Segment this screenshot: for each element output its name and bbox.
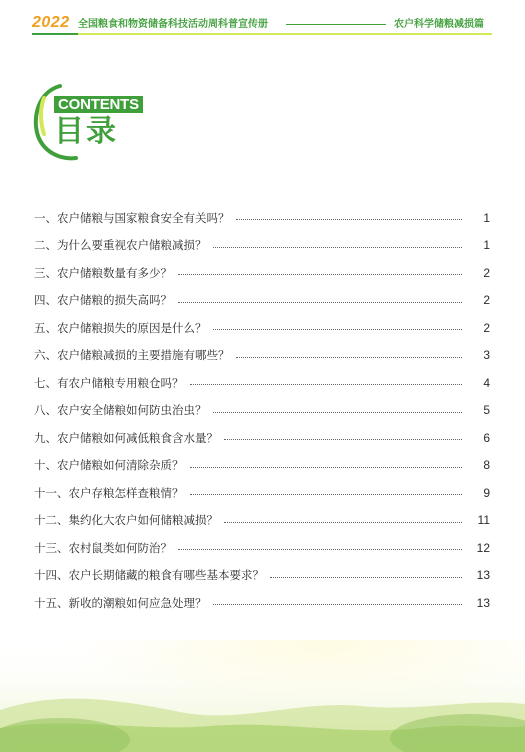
toc-leader	[213, 329, 463, 330]
toc-item-text: 九、农户储粮如何减低粮食含水量？	[34, 430, 218, 445]
toc-leader	[213, 604, 463, 605]
page-header	[0, 0, 525, 40]
table-of-contents	[34, 204, 490, 617]
toc-item[interactable]	[34, 507, 490, 535]
toc-item-text: 三、农户储粮数量有多少？	[34, 265, 172, 280]
toc-item-page: 13	[476, 595, 490, 610]
toc-item-page: 13	[476, 568, 490, 583]
toc-item[interactable]	[34, 452, 490, 480]
toc-item-text: 一、农户储粮与国家粮食安全有关吗？	[34, 210, 230, 225]
toc-item-text: 十四、农户长期储藏的粮食有哪些基本要求？	[34, 568, 264, 583]
contents-cn-label: 目录	[54, 114, 118, 149]
toc-item-text: 十二、集约化大农户如何储粮减损？	[34, 513, 218, 528]
toc-leader	[190, 467, 463, 468]
toc-item-text: 十、农户储粮如何清除杂质？	[34, 458, 184, 473]
contents-heading	[30, 78, 170, 168]
toc-item[interactable]	[34, 287, 490, 315]
toc-item[interactable]	[34, 479, 490, 507]
toc-item-page: 1	[483, 238, 490, 253]
toc-item-page: 2	[483, 265, 490, 280]
toc-item[interactable]	[34, 342, 490, 370]
toc-item-page: 8	[483, 458, 490, 473]
toc-item-text: 十三、农村鼠类如何防治？	[34, 540, 172, 555]
toc-leader	[190, 384, 463, 385]
toc-item-text: 十五、新收的潮粮如何应急处理？	[34, 595, 207, 610]
header-underline	[32, 33, 492, 35]
toc-leader	[224, 522, 462, 523]
toc-item-page: 11	[477, 513, 490, 528]
header-tag: 农户科学储粮减损篇	[394, 19, 484, 30]
toc-item-text: 五、农户储粮损失的原因是什么？	[34, 320, 207, 335]
toc-item-page: 3	[483, 348, 490, 363]
toc-item-text: 十一、农户存粮怎样查粮情？	[34, 485, 184, 500]
toc-item[interactable]	[34, 314, 490, 342]
header-title: 全国粮食和物资储备科技活动周科普宣传册	[78, 19, 268, 30]
meadow-background-art	[0, 640, 525, 752]
toc-item[interactable]	[34, 369, 490, 397]
toc-leader	[270, 577, 462, 578]
toc-item-page: 12	[476, 540, 490, 555]
toc-item-text: 二、为什么要重视农户储粮减损？	[34, 238, 207, 253]
toc-item-text: 七、有农户储粮专用粮仓吗？	[34, 375, 184, 390]
header-rule	[286, 24, 386, 25]
contents-en-label: CONTENTS	[54, 96, 143, 113]
toc-item-page: 2	[483, 293, 490, 308]
toc-item-text: 六、农户储粮减损的主要措施有哪些？	[34, 348, 230, 363]
toc-leader	[190, 494, 463, 495]
toc-item[interactable]	[34, 424, 490, 452]
toc-item-page: 2	[483, 320, 490, 335]
header-underline-accent	[32, 33, 78, 35]
toc-item-page: 4	[483, 375, 490, 390]
toc-item[interactable]	[34, 232, 490, 260]
toc-item[interactable]	[34, 589, 490, 617]
header-year: 2022	[32, 14, 70, 31]
toc-item[interactable]	[34, 562, 490, 590]
toc-item[interactable]	[34, 534, 490, 562]
toc-leader	[236, 357, 463, 358]
toc-item[interactable]	[34, 259, 490, 287]
toc-item-text: 八、农户安全储粮如何防虫治虫？	[34, 403, 207, 418]
toc-item-page: 1	[483, 210, 490, 225]
toc-leader	[236, 219, 463, 220]
toc-leader	[213, 412, 463, 413]
toc-item-text: 四、农户储粮的损失高吗？	[34, 293, 172, 308]
toc-leader	[178, 274, 462, 275]
toc-item[interactable]	[34, 397, 490, 425]
toc-item-page: 9	[483, 485, 490, 500]
toc-leader	[224, 439, 462, 440]
toc-leader	[178, 302, 462, 303]
toc-leader	[213, 247, 463, 248]
toc-item[interactable]	[34, 204, 490, 232]
toc-item-page: 5	[483, 403, 490, 418]
toc-item-page: 6	[483, 430, 490, 445]
toc-leader	[178, 549, 462, 550]
